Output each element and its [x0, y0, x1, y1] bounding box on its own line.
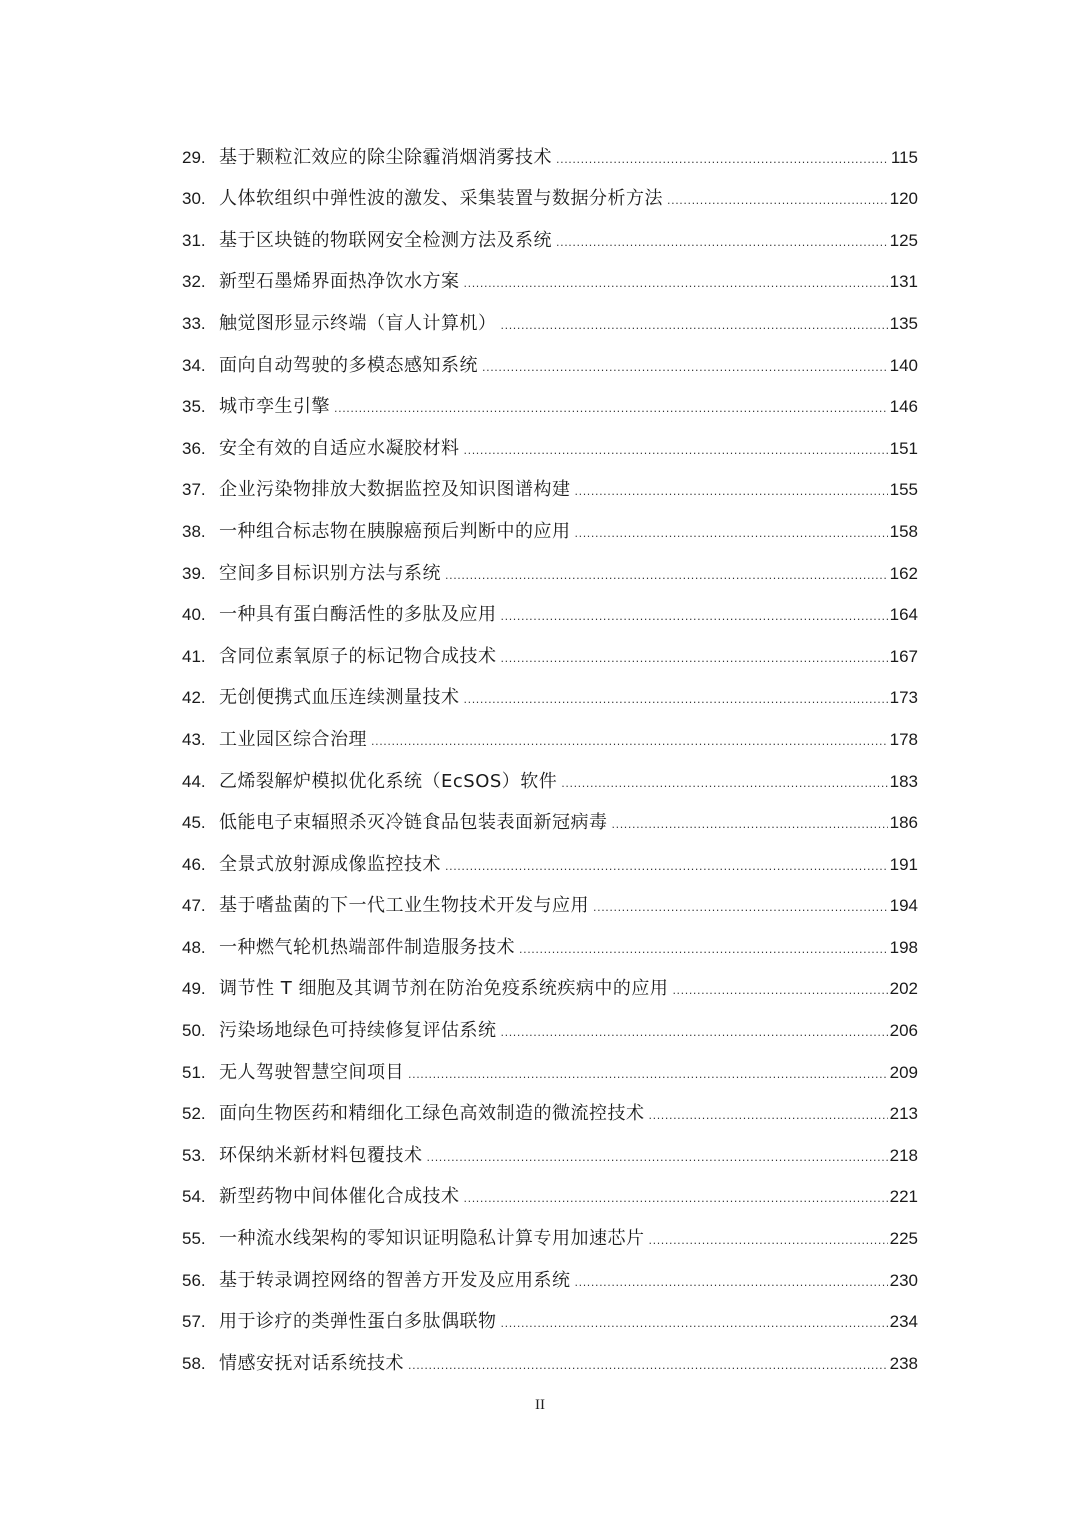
- dot-leader: [482, 356, 888, 376]
- toc-entry-number: 29.: [182, 147, 206, 167]
- toc-entry-page: 140: [889, 355, 918, 375]
- dot-leader: [519, 938, 888, 958]
- toc-entry-title: 低能电子束辐照杀灭冷链食品包装表面新冠病毒: [219, 812, 608, 834]
- dot-leader: [464, 1187, 888, 1207]
- toc-entry[interactable]: [182, 417, 918, 459]
- toc-entry[interactable]: [182, 750, 918, 792]
- toc-entry[interactable]: [182, 292, 918, 334]
- toc-entry-title: 企业污染物排放大数据监控及知识图谱构建: [219, 479, 571, 501]
- toc-entry[interactable]: [182, 1249, 918, 1291]
- dot-leader: [649, 1229, 888, 1249]
- toc-entry-page: 202: [889, 979, 918, 999]
- toc-entry[interactable]: [182, 792, 918, 834]
- dot-leader: [501, 647, 888, 667]
- toc-entry-page: 225: [889, 1229, 918, 1249]
- toc-entry-page: 206: [889, 1021, 918, 1041]
- toc-entry-page: 158: [889, 521, 918, 541]
- toc-entry-page: 125: [889, 230, 918, 250]
- toc-entry-title: 一种组合标志物在胰腺癌预后判断中的应用: [219, 520, 571, 542]
- toc-entry-number: 56.: [182, 1270, 206, 1290]
- toc-entry[interactable]: [182, 1291, 918, 1333]
- toc-entry-title: 基于转录调控网络的智善方开发及应用系统: [219, 1269, 571, 1291]
- toc-entry[interactable]: [182, 1207, 918, 1249]
- toc-entry-page: 178: [889, 729, 918, 749]
- toc-entry[interactable]: [182, 1166, 918, 1208]
- toc-entry-page: 234: [889, 1312, 918, 1332]
- dot-leader: [561, 772, 887, 792]
- toc-entry-number: 37.: [182, 480, 206, 500]
- toc-entry-title: 一种流水线架构的零知识证明隐私计算专用加速芯片: [219, 1228, 645, 1250]
- dot-leader: [501, 605, 888, 625]
- toc-entry-number: 30.: [182, 189, 206, 209]
- toc-entry-number: 50.: [182, 1021, 206, 1041]
- toc-entry-title: 触觉图形显示终端（盲人计算机）: [219, 312, 497, 334]
- dot-leader: [593, 896, 888, 916]
- toc-entry-page: 146: [889, 397, 918, 417]
- toc-entry-title: 无创便携式血压连续测量技术: [219, 687, 460, 709]
- toc-entry-number: 58.: [182, 1353, 206, 1373]
- toc-entry[interactable]: [182, 168, 918, 210]
- toc-entry-number: 49.: [182, 979, 206, 999]
- toc-entry-title: 含同位素氧原子的标记物合成技术: [219, 645, 497, 667]
- toc-entry-page: 164: [889, 605, 918, 625]
- toc-entry-page: 198: [889, 937, 918, 957]
- dot-leader: [575, 1271, 888, 1291]
- toc-entry-number: 41.: [182, 646, 206, 666]
- dot-leader: [371, 730, 888, 750]
- dot-leader: [575, 480, 888, 500]
- dot-leader: [649, 1104, 888, 1124]
- toc-entry-number: 55.: [182, 1229, 206, 1249]
- toc-entry-title: 一种具有蛋白酶活性的多肽及应用: [219, 604, 497, 626]
- toc-entry-title: 城市孪生引擎: [219, 396, 330, 418]
- toc-entry-page: 131: [889, 272, 918, 292]
- toc-entry-number: 42.: [182, 688, 206, 708]
- toc-entry-number: 36.: [182, 438, 206, 458]
- toc-entry-title: 情感安抚对话系统技术: [219, 1352, 404, 1374]
- toc-entry-number: 52.: [182, 1104, 206, 1124]
- toc-entry[interactable]: [182, 542, 918, 584]
- toc-entry-title: 全景式放射源成像监控技术: [219, 853, 441, 875]
- dot-leader: [501, 1312, 888, 1332]
- toc-entry-title: 基于嗜盐菌的下一代工业生物技术开发与应用: [219, 895, 589, 917]
- toc-entry-number: 32.: [182, 272, 206, 292]
- toc-entry-page: 167: [889, 646, 918, 666]
- toc-entry-number: 53.: [182, 1145, 206, 1165]
- toc-entry-title: 安全有效的自适应水凝胶材料: [219, 437, 460, 459]
- toc-entry-title: 调节性 T 细胞及其调节剂在防治免疫系统疾病中的应用: [219, 978, 669, 1000]
- toc-entry-page: 135: [889, 313, 918, 333]
- toc-entry[interactable]: [182, 833, 918, 875]
- toc-entry[interactable]: [182, 209, 918, 251]
- toc-entry-page: 115: [890, 147, 918, 167]
- toc-entry[interactable]: [182, 126, 918, 168]
- dot-leader: [445, 564, 888, 584]
- toc-entry[interactable]: [182, 625, 918, 667]
- toc-entry-page: 183: [889, 771, 918, 791]
- toc-entry-number: 48.: [182, 937, 206, 957]
- toc-entry[interactable]: [182, 251, 918, 293]
- toc-entry[interactable]: [182, 376, 918, 418]
- toc-entry-page: 230: [889, 1270, 918, 1290]
- dot-leader: [612, 813, 888, 833]
- table-of-contents: [182, 126, 918, 1374]
- toc-entry[interactable]: [182, 999, 918, 1041]
- dot-leader: [408, 1354, 888, 1374]
- toc-entry-number: 51.: [182, 1062, 206, 1082]
- toc-entry-title: 一种燃气轮机热端部件制造服务技术: [219, 936, 515, 958]
- toc-entry-number: 39.: [182, 563, 206, 583]
- toc-entry-title: 空间多目标识别方法与系统: [219, 562, 441, 584]
- toc-entry-number: 35.: [182, 397, 206, 417]
- toc-entry[interactable]: [182, 1124, 918, 1166]
- dot-leader: [464, 272, 888, 292]
- toc-entry-number: 31.: [182, 230, 206, 250]
- toc-entry[interactable]: [182, 334, 918, 376]
- dot-leader: [501, 314, 888, 334]
- toc-entry[interactable]: [182, 459, 918, 501]
- toc-entry-number: 54.: [182, 1187, 206, 1207]
- dot-leader: [575, 522, 888, 542]
- toc-entry-page: 155: [889, 480, 918, 500]
- toc-entry-page: 218: [889, 1145, 918, 1165]
- toc-entry-number: 47.: [182, 896, 206, 916]
- toc-entry-number: 40.: [182, 605, 206, 625]
- toc-entry-number: 34.: [182, 355, 206, 375]
- toc-entry-title: 新型石墨烯界面热净饮水方案: [219, 271, 460, 293]
- toc-entry[interactable]: [182, 500, 918, 542]
- dot-leader: [501, 1021, 888, 1041]
- dot-leader: [445, 855, 888, 875]
- toc-entry-page: 173: [889, 688, 918, 708]
- dot-leader: [464, 439, 888, 459]
- toc-entry-page: 186: [889, 813, 918, 833]
- toc-entry-number: 43.: [182, 729, 206, 749]
- toc-entry-title: 基于区块链的物联网安全检测方法及系统: [219, 229, 552, 251]
- toc-entry-title: 人体软组织中弹性波的激发、采集装置与数据分析方法: [219, 188, 663, 210]
- toc-entry[interactable]: [182, 1083, 918, 1125]
- toc-entry-title: 乙烯裂解炉模拟优化系统（EcSOS）软件: [219, 770, 558, 792]
- toc-entry-title: 新型药物中间体催化合成技术: [219, 1186, 460, 1208]
- dot-leader: [427, 1146, 888, 1166]
- toc-entry[interactable]: [182, 708, 918, 750]
- toc-entry[interactable]: [182, 1332, 918, 1374]
- dot-leader: [408, 1063, 888, 1083]
- toc-entry-title: 环保纳米新材料包覆技术: [219, 1144, 423, 1166]
- toc-entry[interactable]: [182, 667, 918, 709]
- toc-entry-page: 221: [889, 1187, 918, 1207]
- toc-entry-page: 162: [889, 563, 918, 583]
- dot-leader: [334, 397, 888, 417]
- dot-leader: [556, 148, 889, 168]
- toc-entry-title: 用于诊疗的类弹性蛋白多肽偶联物: [219, 1311, 497, 1333]
- toc-entry-title: 污染场地绿色可持续修复评估系统: [219, 1020, 497, 1042]
- dot-leader: [464, 688, 888, 708]
- toc-entry-title: 面向自动驾驶的多模态感知系统: [219, 354, 478, 376]
- toc-entry-number: 45.: [182, 813, 206, 833]
- toc-entry-title: 工业园区综合治理: [219, 728, 367, 750]
- toc-entry-number: 46.: [182, 854, 206, 874]
- toc-entry[interactable]: [182, 958, 918, 1000]
- toc-entry-page: 194: [889, 896, 918, 916]
- toc-entry-page: 191: [889, 854, 918, 874]
- toc-entry-page: 209: [889, 1062, 918, 1082]
- dot-leader: [556, 231, 888, 251]
- page-number: II: [535, 1397, 545, 1413]
- toc-entry-number: 44.: [182, 771, 206, 791]
- toc-entry[interactable]: [182, 584, 918, 626]
- toc-entry-page: 238: [889, 1353, 918, 1373]
- toc-entry-number: 57.: [182, 1312, 206, 1332]
- toc-entry-page: 120: [889, 189, 918, 209]
- toc-entry[interactable]: [182, 875, 918, 917]
- toc-entry-page: 213: [889, 1104, 918, 1124]
- toc-entry-number: 33.: [182, 313, 206, 333]
- toc-entry[interactable]: [182, 916, 918, 958]
- toc-entry-number: 38.: [182, 521, 206, 541]
- dot-leader: [667, 189, 888, 209]
- toc-entry-title: 无人驾驶智慧空间项目: [219, 1061, 404, 1083]
- toc-entry-title: 基于颗粒汇效应的除尘除霾消烟消雾技术: [219, 146, 552, 168]
- toc-entry[interactable]: [182, 1041, 918, 1083]
- toc-entry-title: 面向生物医药和精细化工绿色高效制造的微流控技术: [219, 1103, 645, 1125]
- dot-leader: [672, 979, 887, 999]
- toc-entry-page: 151: [889, 438, 918, 458]
